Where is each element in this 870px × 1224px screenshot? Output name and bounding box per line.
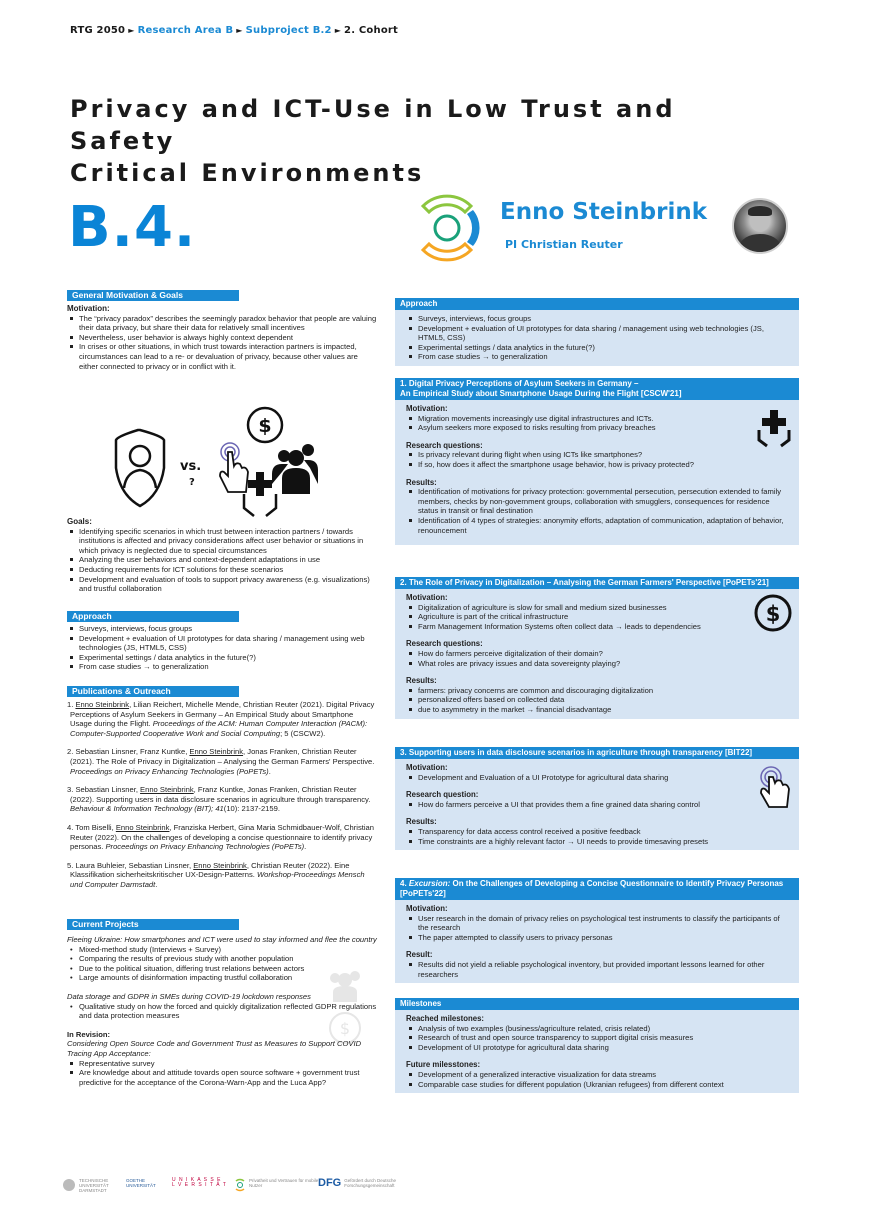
list-item: Development and Evaluation of a UI Prototype for agricultural data sharing (418, 773, 791, 783)
list-item: From case studies → to generalization (79, 662, 377, 672)
section-header-motivation-goals: General Motivation & Goals (67, 290, 239, 301)
research-questions-label: Research questions: (406, 639, 483, 649)
list-item: due to asymmetry in the market → financial disadvantage (418, 705, 791, 715)
author-highlight: Enno Steinbrink (115, 822, 170, 832)
author-highlight: Enno Steinbrink (75, 700, 130, 709)
breadcrumb-cohort: 2. Cohort (344, 25, 398, 36)
section-header-approach: Approach (395, 298, 799, 310)
publication-item: 5. Laura Buhleier, Sebastian Linsner, Enno Steinbrink, Christian Reuter (2022). Eine Klassifikation sicherheitskritischer UX-Design-Patterns. Workshop-Proceedings Mensch und Computer Darmstadt. (67, 860, 365, 889)
dollar-coin-icon (248, 408, 282, 442)
approach-block (67, 624, 377, 672)
revision-label: In Revision: (67, 1029, 111, 1039)
list-item: Development and evaluation of tools to support privacy awareness (e.g. visualizations) and trustful collaboration (79, 575, 377, 594)
publication-item: 3. Sebastian Linsner, Enno Steinbrink, Franz Kuntke, Jonas Franken, Christian Reuter (2022). Supporting users in data disclosure scenarios in agriculture through transparency. Behaviour & Information Technology (BIT); 41(10): 2137-2159. (67, 785, 371, 814)
study-3-header: 3. Supporting users in data disclosure scenarios in agriculture through transparency [BIT22] (395, 747, 799, 759)
author-avatar (732, 198, 788, 254)
reached-milestones-label: Reached milestones: (406, 1014, 484, 1023)
list-item: • Large amounts of disinformation impacting trustful collaboration (79, 973, 377, 983)
list-item: • Qualitative study on how the forced and quickly digitalization reflected GDPR regulations and data protection measures (79, 1002, 377, 1021)
list-item: Experimental settings / data analytics in the future(?) (79, 653, 377, 663)
list-item: Results did not yield a reliable psychological inventory, but provided important lessons learned for other researchers (418, 960, 791, 979)
result-label: Result: (406, 950, 433, 960)
study-2-header: 2. The Role of Privacy in Digitalization – Analysing the German Farmers' Perspective [PoPETs'21] (395, 577, 799, 589)
milestones-panel (395, 998, 799, 1093)
list-item: Identification of 4 types of strategies: anonymity efforts, adaptation of communication, adaptation of behavior, renouncement (418, 516, 791, 535)
list-item: Farm Management Information Systems often collect data → leads to dependencies (418, 622, 791, 632)
author-highlight: Enno Steinbrink (140, 785, 194, 795)
list-item: Development of a generalized interactive visualization for data streams (418, 1070, 791, 1080)
project-code: B.4. (68, 195, 197, 260)
list-item: User research in the domain of privacy relies on psychological test instruments to classify the participants of the research (418, 914, 791, 933)
author-name: Enno Steinbrink (500, 199, 708, 225)
list-item: Nevertheless, user behavior is always highly context dependent (79, 333, 377, 343)
study-3-panel (395, 747, 799, 850)
list-item: Are knowledge about and attitude tovards open source software + government trust predictive for the acceptance of the Corona-Warn-App and the Luca App? (79, 1068, 377, 1087)
section-header-current-projects: Current Projects (67, 919, 239, 930)
study-1-header: 1. Digital Privacy Perceptions of Asylum Seekers in Germany – An Empirical Study about Smartphone Usage During the Flight [CSCW'21] (395, 378, 799, 400)
current-projects-block (67, 935, 377, 1087)
study-4-panel (395, 878, 799, 983)
motivation-label: Motivation: (67, 304, 110, 313)
study-4-header: 4. Excursion: On the Challenges of Developing a Concise Questionnaire to Identify Privacy Personas [PoPETs'22] (395, 878, 799, 900)
footer-logos (62, 1177, 397, 1202)
list-item: Digitalization of agriculture is slow for small and medium sized businesses (418, 603, 791, 613)
list-item: How do farmers perceive digitalization of their domain? (418, 649, 791, 659)
list-item: personalized offers based on collected data (418, 695, 791, 705)
list-item: The “privacy paradox” describes the seemingly paradox behavior that people are valuing their data privacy, but share their data for relatively small incentives (79, 313, 377, 333)
breadcrumb-separator: ► (334, 26, 342, 35)
motivation-block (67, 304, 377, 371)
author-highlight: Enno Steinbrink (193, 860, 247, 870)
study-2-panel (395, 577, 799, 719)
list-item: farmers: privacy concerns are common and discouraging digitalization (418, 686, 791, 696)
results-label: Results: (406, 676, 437, 686)
title-line-2: Critical Environments (70, 159, 425, 187)
list-item: • Due to the political situation, differing trust relations between actors (79, 964, 377, 974)
question-mark: ? (189, 477, 195, 488)
list-item: Analysis of two examples (business/agriculture related, crisis related) (418, 1024, 791, 1034)
list-item: Transparency for data access control received a positive feedback (418, 827, 791, 837)
list-item: • Comparing the results of previous study with another population (79, 954, 377, 964)
list-item: Surveys, interviews, focus groups (418, 314, 791, 324)
tu-seal-icon (62, 1178, 76, 1192)
list-item: From case studies → to generalization (418, 352, 791, 362)
list-item: If so, how does it affect the smartphone usage behavior, how is privacy protected? (418, 460, 791, 470)
medical-care-icon (244, 472, 276, 516)
breadcrumb-rtg: RTG 2050 (70, 25, 126, 36)
list-item: What roles are privacy issues and data sovereignty playing? (418, 659, 791, 669)
tu-darmstadt-logo: TECHNISCHE UNIVERSITÄT DARMSTADT (62, 1178, 122, 1193)
list-item: • Mixed-method study (Interviews + Survey) (79, 945, 377, 955)
publication-item: 1. Enno Steinbrink, Lilian Reichert, Michelle Mende, Christian Reuter (2021). Digital Privacy Perceptions of Asylum Seekers in Germany – An Empirical Study about Smartphone Usage during the Flight. Proceedings of the ACM: Human Computer Interaction (PACM): Computer-Supported Cooperative Work and Social Computing; 5 (CSCW2). (67, 700, 375, 738)
dfg-logo: DFG Gefördert durch Deutsche Forschungsgemeinschaft (318, 1177, 397, 1189)
approach-panel (395, 298, 799, 366)
rtg-logo-icon (413, 188, 493, 268)
svg-text:$: $ (258, 415, 272, 437)
future-milestones-label: Future milesstones: (406, 1060, 481, 1070)
breadcrumb-subproject: Subproject B.2 (245, 25, 332, 36)
vs-label: vs. (180, 459, 202, 474)
list-item: Development + evaluation of UI prototypes for data sharing / management using web technologies (JS, HTML5, CSS) (79, 634, 377, 653)
publications-list (67, 700, 377, 899)
privatheit-vertrauen-logo: Privatheit und Vertrauen für mobile Nutzer (234, 1178, 319, 1192)
list-item: The paper attempted to classify users to privacy personas (418, 933, 791, 943)
list-item: Analyzing the user behaviors and context-dependent adaptations in use (79, 555, 377, 565)
results-label: Results: (406, 477, 437, 487)
goethe-university-logo: GOETHE UNIVERSITÄT (126, 1178, 156, 1188)
results-label: Results: (406, 817, 437, 827)
motivation-label: Motivation: (406, 593, 448, 602)
project-title: Fleeing Ukraine: How smartphones and ICT were used to stay informed and flee the country (67, 935, 377, 944)
motivation-label: Motivation: (406, 904, 448, 913)
research-question-label: Research question: (406, 790, 479, 800)
study-1-panel (395, 378, 799, 545)
list-item: Identification of motivations for privacy protection: governmental persecution, persecution extended to family members, checks by non-government groups, collaboration with smugglers, consequences for residence status in transit or final destination (418, 487, 791, 516)
list-item: Surveys, interviews, focus groups (79, 624, 377, 634)
list-item: Representative survey (79, 1059, 377, 1069)
motivation-label: Motivation: (406, 763, 448, 772)
principal-investigator: PI Christian Reuter (505, 238, 623, 251)
project-title: Data storage and GDPR in SMEs during COVID-19 lockdown responses (67, 991, 311, 1001)
list-item: Migration movements increasingly use digital infrastructures and ICTs. (418, 414, 791, 424)
poster-title (70, 93, 790, 189)
section-header-milestones: Milestones (395, 998, 799, 1010)
breadcrumb-separator: ► (236, 26, 243, 35)
list-item: Development + evaluation of UI prototypes for data sharing / management using web technologies (JS, HTML5, CSS) (418, 324, 791, 343)
list-item: Comparable case studies for different population (Ukranian refugees) from different context (418, 1080, 791, 1090)
list-item: Time constraints are a highly relevant factor → UI needs to provide timesaving presets (418, 837, 791, 847)
svg-text:$: $ (765, 602, 781, 626)
publication-item: 2. Sebastian Linsner, Franz Kuntke, Enno Steinbrink, Jonas Franken, Christian Reuter (2021). The Role of Privacy in Digitalization – Analysing the German Farmers' Perspective. Proceedings on Privacy Enhancing Technologies (PoPETs). (67, 747, 375, 776)
research-questions-label: Research questions: (406, 440, 483, 450)
list-item: Deducting requirements for ICT solutions for these scenarios (79, 565, 377, 575)
breadcrumb-research-area: Research Area B (137, 25, 234, 36)
section-header-publications: Publications & Outreach (67, 686, 239, 697)
breadcrumb-separator: ► (128, 26, 135, 35)
title-line-1: Privacy and ICT-Use in Low Trust and Safety (70, 95, 676, 155)
project-title: Considering Open Source Code and Government Trust as Measures to Support COVID Tracing App Acceptance: (67, 1039, 362, 1058)
list-item: Asylum seekers more exposed to risks resulting from privacy breaches (418, 423, 791, 433)
people-group-icon (272, 444, 318, 494)
goals-block (67, 517, 377, 594)
uni-kassel-logo: U N I K A S S E L V E R S I T Ä T (172, 1177, 227, 1188)
list-item: Development of UI prototype for agricultural data sharing (418, 1043, 791, 1053)
list-item: In crises or other situations, in which trust towards interaction partners is impacted, circumstances can lead to a re- or devaluation of privacy, because other values are either connected to privacy or in conflict with it. (79, 342, 377, 371)
list-item: Agriculture is part of the critical infrastructure (418, 612, 791, 622)
section-header-approach: Approach (67, 611, 239, 622)
svg-text:$: $ (339, 1019, 351, 1038)
rtg-mini-logo-icon (234, 1178, 246, 1192)
publication-item: 4. Tom Biselli, Enno Steinbrink, Franziska Herbert, Gina Maria Schmidbauer-Wolf, Christian Reuter (2022). On the challenges of developing a concise questionnaire to identify privacy personas. Proceedings on Privacy Enhancing Technologies (PoPETs). (67, 822, 374, 852)
list-item: How do farmers perceive a UI that provides them a fine grained data sharing control (418, 800, 791, 810)
author-highlight: Enno Steinbrink (189, 747, 244, 757)
list-item: Identifying specific scenarios in which trust between interaction partners / towards institutions is affected and privacy considerations affect user behavior or situations in which privacy is neglected due to special circumstances (79, 527, 377, 556)
touch-hand-icon (220, 443, 248, 492)
list-item: Experimental settings / data analytics in the future(?) (418, 343, 791, 353)
privacy-vs-values-illustration (110, 400, 340, 520)
list-item: Is privacy relevant during flight when using ICTs like smartphones? (418, 450, 791, 460)
breadcrumb (70, 25, 398, 36)
list-item: Research of trust and open source transparency to support digital crisis measures (418, 1033, 791, 1043)
goals-label: Goals: (67, 517, 92, 526)
motivation-label: Motivation: (406, 404, 448, 413)
shield-person-icon (116, 430, 164, 506)
